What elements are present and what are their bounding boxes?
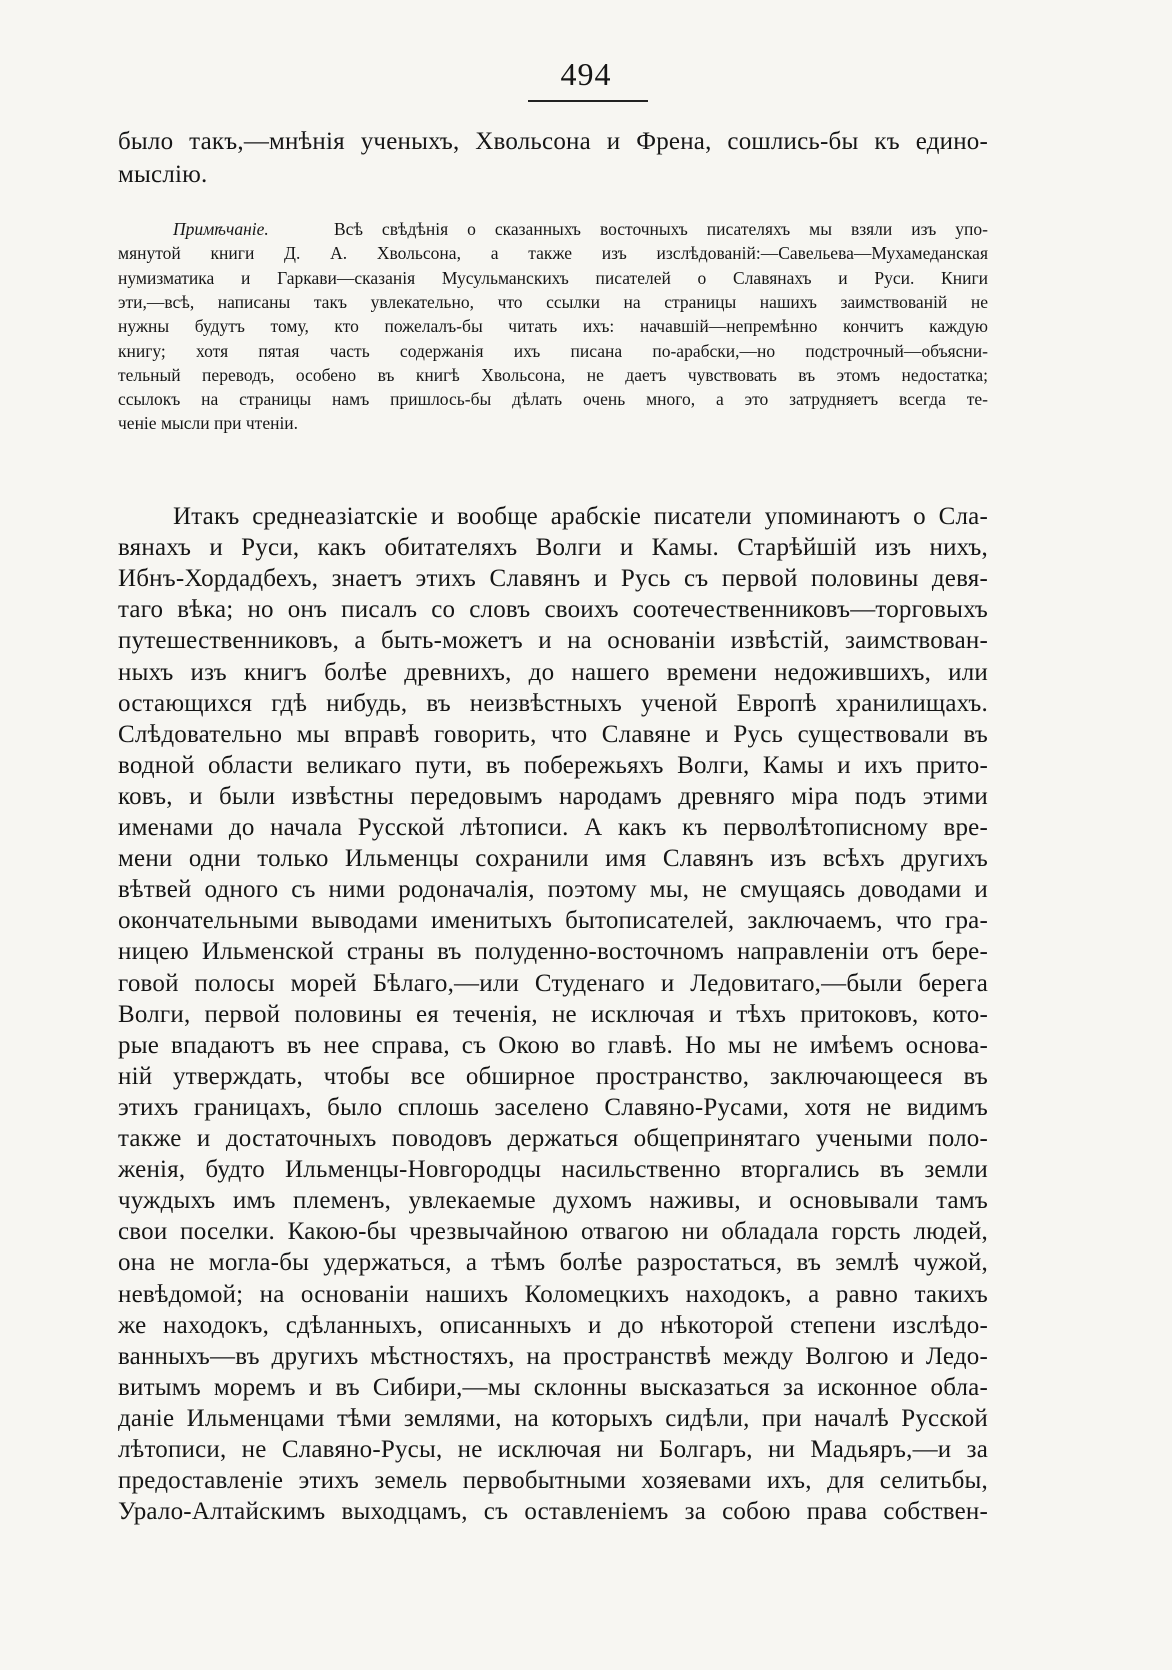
text-line: таго вѣка; но онъ писалъ со словъ своихъ соотечественниковъ—торговыхъ [118, 596, 988, 624]
text-line: водной области великаго пути, въ побережьяхъ Волги, Камы и ихъ прито- [118, 751, 988, 779]
footnote-line: тельный переводъ, особено въ книгѣ Хвольсона, не даетъ чувствовать въ этомъ недостатка; [118, 364, 988, 385]
text-line: ковъ, и были извѣстны передовымъ народамъ древняго міра подъ этими [118, 782, 988, 810]
text-line: предоставленіе этихъ земель первобытными хозяевами ихъ, для селитьбы, [118, 1467, 988, 1495]
text-line: витымъ моремъ и въ Сибири,—мы склонны высказаться за исконное обла- [118, 1373, 988, 1401]
footnote-line: мянутой книги Д. А. Хвольсона, а также изъ изслѣдованій:—Савельева—Мухамеданская [118, 243, 988, 264]
page-number-rule [528, 100, 648, 102]
text-line: остающихся гдѣ нибудь, въ неизвѣстныхъ ученой Европѣ хранилищахъ. [118, 689, 988, 717]
footnote-line: ссылокъ на страницы намъ пришлось-бы дѣлать очень много, а это затрудняетъ всегда те- [118, 389, 988, 410]
text-line: мыслію. [118, 161, 208, 188]
footnote-line: нумизматика и Гаркави—сказанія Мусульманскихъ писателей о Славянахъ и Руси. Книги [118, 267, 988, 288]
text-line: мени одни только Ильменцы сохранили имя Славянъ изъ всѣхъ другихъ [118, 845, 988, 873]
text-line: она не могла-бы удержаться, а тѣмъ болѣе разростаться, въ землѣ чужой, [118, 1249, 988, 1277]
text-line: путешественниковъ, а быть-можетъ и на основаніи извѣстій, заимствован- [118, 627, 988, 655]
footnote-line: нужны будутъ тому, кто пожелалъ-бы читать ихъ: начавшій—непремѣнно кончитъ каждую [118, 316, 988, 337]
footnote-line: эти,—всѣ, написаны такъ увлекательно, что ссылки на страницы нашихъ заимствованій не [118, 291, 988, 312]
text-line: Слѣдовательно мы вправѣ говорить, что Славяне и Русь существовали въ [118, 720, 988, 748]
text-line: именами до начала Русской лѣтописи. А какъ къ перволѣтописному вре- [118, 814, 988, 841]
text-line: вянахъ и Руси, какъ обитателяхъ Волги и Камы. Старѣйшій изъ нихъ, [118, 534, 988, 562]
text-line: рые впадаютъ въ нее справа, съ Окою во главѣ. Но мы не имѣемъ основа- [118, 1031, 988, 1059]
text-line: также и достаточныхъ поводовъ держаться общепринятаго учеными поло- [118, 1125, 988, 1152]
text-line: окончательными выводами именитыхъ бытописателей, заключаемъ, что гра- [118, 907, 988, 935]
page-number: 494 [560, 56, 612, 92]
footnote-line: книгу; хотя пятая часть содержанія ихъ писана по-арабски,—но подстрочный—объясни- [118, 340, 988, 361]
text-line: лѣтописи, не Славяно-Русы, не исключая ни Болгаръ, ни Мадьяръ,—и за [118, 1436, 988, 1463]
text-line: говой полосы морей Бѣлаго,—или Студенаго и Ледовитаго,—были берега [118, 969, 988, 997]
text-line: ній утверждать, чтобы все обширное пространство, заключающееся въ [118, 1062, 988, 1090]
text-line: даніе Ильменцами тѣми землями, на которыхъ сидѣли, при началѣ Русской [118, 1404, 988, 1432]
text-line: ницею Ильменской страны въ полуденно-восточномъ направленіи отъ бере- [118, 938, 988, 966]
text-line: невѣдомой; на основаніи нашихъ Коломецкихъ находокъ, а равно такихъ [118, 1280, 988, 1308]
text-line: женія, будто Ильменцы-Новгородцы насильственно вторгались въ земли [118, 1156, 988, 1184]
text-line: Итакъ среднеазіатскіе и вообще арабскіе писатели упоминаютъ о Сла- [173, 503, 988, 530]
footnote-line: Всѣ свѣдѣнія о сказанныхъ восточныхъ писателяхъ мы взяли изъ упо- [334, 219, 988, 239]
text-line: ныхъ изъ книгъ болѣе древнихъ, до нашего времени недожившихъ, или [118, 658, 988, 686]
text-line: ванныхъ—въ другихъ мѣстностяхъ, на пространствѣ между Волгою и Ледо- [118, 1342, 988, 1370]
text-line: чуждыхъ имъ племенъ, увлекаемые духомъ наживы, и основывали тамъ [118, 1187, 988, 1215]
text-line: вѣтвей одного съ ними родоначалія, поэтому мы, не смущаясь доводами и [118, 876, 988, 904]
text-line: Ибнъ-Хордадбехъ, знаетъ этихъ Славянъ и Русь съ первой половины девя- [118, 565, 988, 593]
text-line: же находокъ, сдѣланныхъ, описанныхъ и до нѣкоторой степени изслѣдо- [118, 1311, 988, 1339]
footnote-line: ченіе мысли при чтеніи. [118, 413, 299, 434]
text-line: свои поселки. Какою-бы чрезвычайною отвагою ни обладала горсть людей, [118, 1218, 988, 1246]
text-line: этихъ границахъ, было сплошь заселено Славяно-Русами, хотя не видимъ [118, 1093, 988, 1121]
text-line: Волги, первой половины ея теченія, не исключая и тѣхъ притоковъ, кото- [118, 1000, 988, 1028]
text-line: было такъ,—мнѣнія ученыхъ, Хвольсона и Френа, сошлись-бы къ едино- [118, 128, 988, 155]
footnote-label: Примѣчаніе. [173, 219, 269, 239]
text-line: Урало-Алтайскимъ выходцамъ, съ оставленіемъ за собою права собствен- [118, 1498, 988, 1526]
